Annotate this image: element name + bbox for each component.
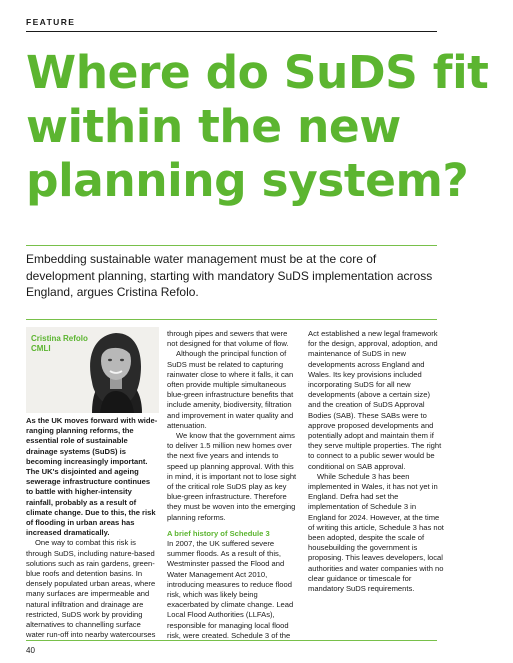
headline-line-1: Where do SuDS fit xyxy=(26,46,489,99)
body-paragraph: In 2007, the UK suffered severe summer floods. As a result of this, Westminster passed the Flood and Water Management Act 2010, introducing measures to reduce flood risk, which was likely being exacerbated by climate change. Lead Local Flood Authorities (LLFAs), responsible for managing local flood risk, were created. Schedule 3 of the xyxy=(167,539,294,640)
body-paragraph: Act established a new legal framework for the design, approval, adoption, and maintenance of SuDS in new developments across England and Wales. Its key provisions included incorporating SuDS for all new developments (above a certain size) and the creation of SuDS Approval Bodies (SAB). These SABs were to approve proposed developments and potentially adopt and maintain them if they serve multiple properties. The right to connect to a public sewer would be conditional on SAB approval. xyxy=(308,329,442,471)
author-portrait xyxy=(72,327,159,413)
section-label: FEATURE xyxy=(26,17,76,27)
top-rule xyxy=(26,31,437,32)
author-credentials: CMLI xyxy=(31,344,51,353)
body-paragraph: We know that the government aims to deliver 1.5 million new homes over the next five years and intends to speed up planning approval. With this in mind, it is important not to lose sight of the critical role SuDS play as key blue-green infrastructure. Therefore they must be woven into the emerging planning reforms. xyxy=(167,431,297,522)
headline-line-3: planning system? xyxy=(26,154,469,207)
column-3 xyxy=(308,329,444,594)
author-photo-box xyxy=(26,327,159,413)
standfirst-top-rule xyxy=(26,245,437,246)
column-2 xyxy=(167,329,299,641)
body-paragraph: One way to combat this risk is through SuDS, including nature-based solutions such as rain gardens, green-blue roofs and detention basins. In densely populated urban areas, where many surfaces are impermeable and natural infiltration and drainage are restricted, SuDS work by providing alternatives to channelling surface water run-off into nearby watercourses xyxy=(26,538,156,640)
lead-paragraph: As the UK moves forward with wide-ranging planning reforms, the essential role of sustainable drainage systems (SuDS) is becoming increasingly important. The UK's disjointed and ageing sewerage infrastructure continues to battle with higher-intensity rainfall, probably as a result of climate change. Due to this, the risk of flooding in urban areas has increased dramatically. xyxy=(26,416,158,538)
standfirst: Embedding sustainable water management must be at the core of development planning, starting with mandatory SuDS implementation across England, argues Cristina Refolo. xyxy=(26,252,433,299)
author-name: Cristina Refolo xyxy=(31,334,88,343)
headline-line-2: within the new xyxy=(26,100,401,153)
body-paragraph: through pipes and sewers that were not designed for that volume of flow. xyxy=(167,329,289,349)
column-1 xyxy=(26,416,158,640)
bottom-rule xyxy=(26,640,437,641)
headline xyxy=(26,46,496,208)
page-number: 40 xyxy=(26,646,35,655)
standfirst-bottom-rule xyxy=(26,319,437,320)
body-paragraph: While Schedule 3 has been implemented in Wales, it has not yet in England. Defra had set the implementation of Schedule 3 in England for 2024. However, at the time of writing this article, Schedule 3 has not been adopted, despite the scale of housebuilding the government is proposing. This leaves developers, local authorities and water companies with no clear guidance or timescale for mandatory SuDS requirements. xyxy=(308,471,444,594)
body-paragraph: Although the principal function of SuDS must be related to capturing rainwater close to where it falls, it can often provide multiple simultaneous blue-green infrastructure benefits that include amenity, biodiversity, filtration and improvement in water quality and attenuation. xyxy=(167,349,294,430)
subheading: A brief history of Schedule 3 xyxy=(167,528,270,538)
